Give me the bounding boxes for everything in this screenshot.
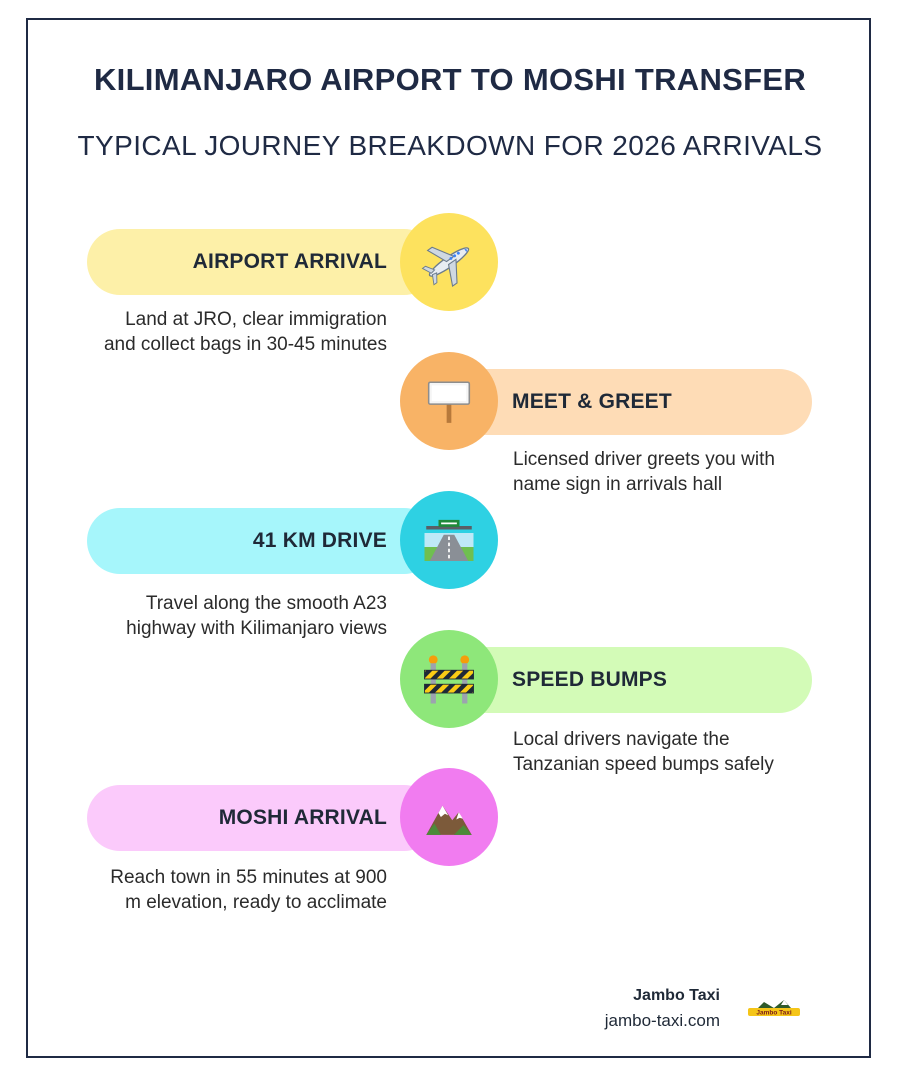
step-drive-description: Travel along the smooth A23 highway with Kilimanjaro views — [126, 593, 387, 639]
airplane-icon — [420, 233, 478, 291]
svg-text:Jambo Taxi: Jambo Taxi — [756, 1009, 792, 1017]
step-speed-bumps-circle — [400, 630, 498, 728]
step-label: 41 KM DRIVE — [252, 529, 387, 552]
step-label: MOSHI ARRIVAL — [218, 806, 387, 829]
step-label: SPEED BUMPS — [512, 668, 668, 691]
step-moshi-arrival-circle — [400, 768, 498, 866]
step-meet-greet-circle — [400, 352, 498, 450]
step-label: MEET & GREET — [512, 390, 672, 413]
page-subtitle: TYPICAL JOURNEY BREAKDOWN FOR 2026 ARRIVALS — [77, 130, 823, 161]
step-label: AIRPORT ARRIVAL — [192, 250, 387, 273]
construction-barrier-icon — [421, 651, 477, 707]
mountain-icon — [423, 791, 475, 843]
brand-url[interactable]: jambo-taxi.com — [604, 1011, 720, 1030]
step-airport-arrival-description: Land at JRO, clear immigration and collect bags in 30-45 minutes — [103, 309, 387, 355]
step-meet-greet-description: Licensed driver greets you with name sign in arrivals hall — [513, 449, 775, 495]
step-meet-greet-pill — [450, 369, 812, 435]
page-title: KILIMANJARO AIRPORT TO MOSHI TRANSFER — [93, 62, 807, 97]
step-drive-circle — [400, 491, 498, 589]
brand-name: Jambo Taxi — [633, 987, 720, 1004]
step-drive-pill — [87, 508, 437, 574]
motorway-icon — [421, 512, 477, 568]
step-airport-arrival-circle — [400, 213, 498, 311]
placard-icon — [424, 376, 474, 426]
step-moshi-arrival-description: Reach town in 55 minutes at 900 m elevation, ready to acclimate — [110, 867, 387, 913]
jambo-taxi-logo — [748, 996, 800, 1018]
step-speed-bumps-description: Local drivers navigate the Tanzanian speed bumps safely — [513, 729, 774, 775]
step-airport-arrival-pill — [87, 229, 437, 295]
step-moshi-arrival-pill — [87, 785, 437, 851]
step-speed-bumps-pill — [450, 647, 812, 713]
